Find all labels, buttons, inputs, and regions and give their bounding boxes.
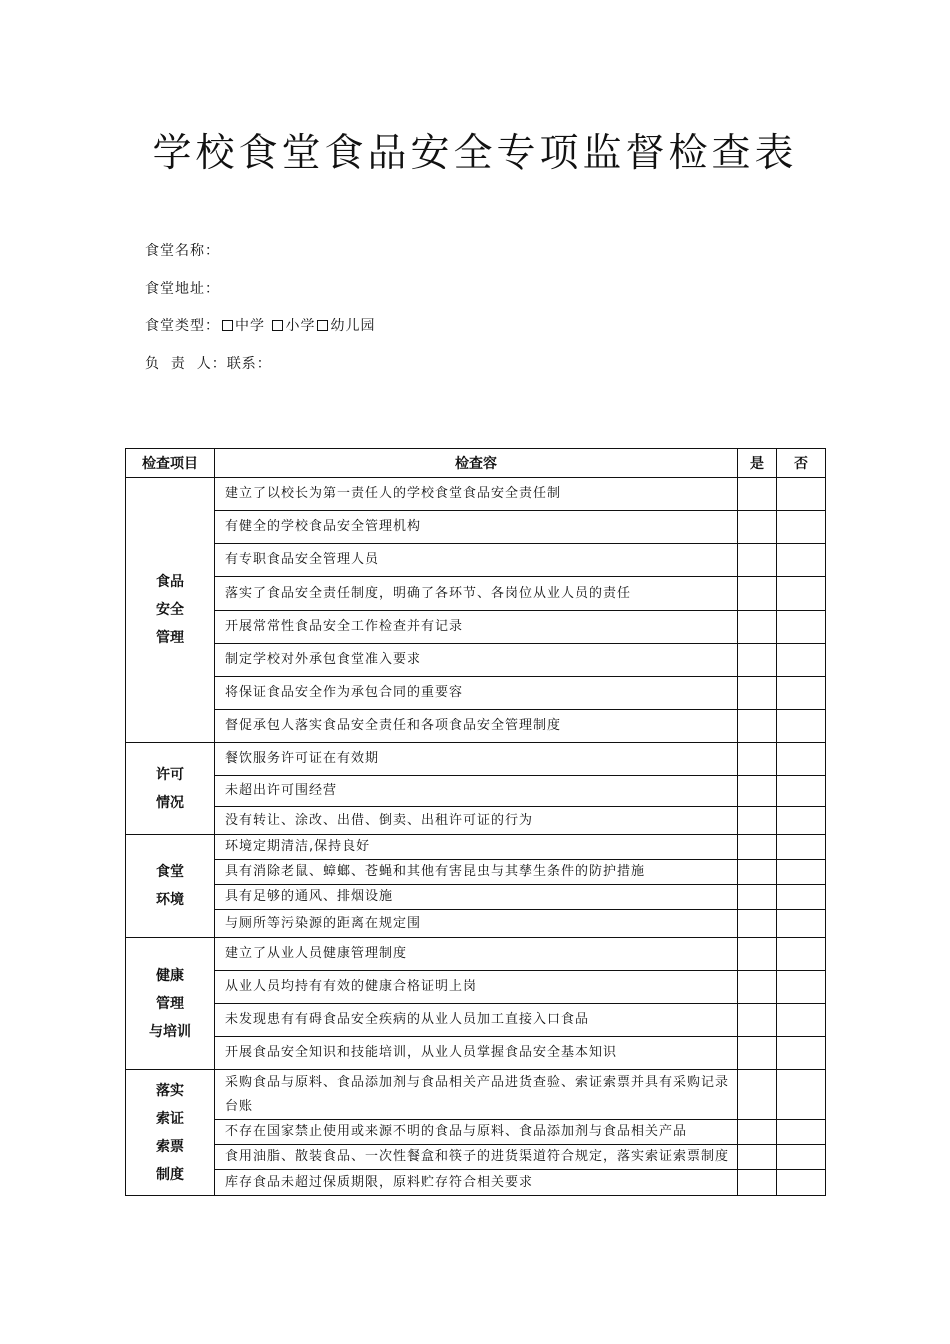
table-row bbox=[126, 807, 826, 835]
category-line: 与培训 bbox=[149, 1023, 191, 1040]
section-category bbox=[126, 1070, 215, 1196]
table-row bbox=[126, 511, 826, 544]
yes-cell[interactable] bbox=[738, 511, 777, 544]
section-category bbox=[126, 835, 215, 938]
check-item: 建立了以校长为第一责任人的学校食堂食品安全责任制 bbox=[215, 478, 738, 511]
no-cell[interactable] bbox=[777, 743, 826, 776]
table-header-row bbox=[126, 449, 826, 478]
canteen-name-label: 食堂名称： bbox=[145, 243, 220, 259]
yes-cell[interactable] bbox=[738, 611, 777, 644]
checkbox-middle-school[interactable] bbox=[222, 320, 233, 331]
table-row bbox=[126, 611, 826, 644]
check-item: 开展常常性食品安全工作检查并有记录 bbox=[215, 611, 738, 644]
yes-cell[interactable] bbox=[738, 743, 777, 776]
check-item: 督促承包人落实食品安全责任和各项食品安全管理制度 bbox=[215, 710, 738, 743]
yes-cell[interactable] bbox=[738, 885, 777, 910]
category-line: 索证 bbox=[156, 1110, 184, 1127]
no-cell[interactable] bbox=[777, 1145, 826, 1170]
option-primary-school: 小学 bbox=[285, 318, 316, 334]
table-row bbox=[126, 860, 826, 885]
canteen-type-row bbox=[145, 315, 375, 335]
table-row bbox=[126, 1004, 826, 1037]
check-item: 有专职食品安全管理人员 bbox=[215, 544, 738, 577]
category-line: 管理 bbox=[156, 630, 184, 646]
table-row bbox=[126, 1170, 826, 1196]
table-row bbox=[126, 677, 826, 710]
category-line: 索票 bbox=[156, 1138, 184, 1155]
check-item: 具有足够的通风、排烟设施 bbox=[215, 885, 738, 910]
yes-cell[interactable] bbox=[738, 835, 777, 860]
category-line: 安全 bbox=[156, 602, 184, 618]
check-item: 建立了从业人员健康管理制度 bbox=[215, 938, 738, 971]
table-row bbox=[126, 743, 826, 776]
section-category bbox=[126, 743, 215, 835]
no-cell[interactable] bbox=[777, 611, 826, 644]
check-item: 将保证食品安全作为承包合同的重要容 bbox=[215, 677, 738, 710]
table-row bbox=[126, 710, 826, 743]
page-title: 学校食堂食品安全专项监督检查表 bbox=[152, 131, 798, 176]
responsible-label: 负 责 人： bbox=[145, 356, 227, 372]
yes-cell[interactable] bbox=[738, 776, 777, 807]
table-row bbox=[126, 938, 826, 971]
table-row bbox=[126, 776, 826, 807]
check-item: 采购食品与原料、食品添加剂与食品相关产品进货查验、索证索票并具有采购记录台账 bbox=[215, 1070, 738, 1120]
check-item: 未超出许可围经营 bbox=[215, 776, 738, 807]
table-row bbox=[126, 1120, 826, 1145]
responsible-row bbox=[145, 353, 272, 373]
checkbox-kindergarten[interactable] bbox=[317, 320, 328, 331]
canteen-address-row bbox=[145, 278, 220, 298]
check-item: 餐饮服务许可证在有效期 bbox=[215, 743, 738, 776]
yes-cell[interactable] bbox=[738, 938, 777, 971]
header-content: 检查容 bbox=[215, 449, 738, 478]
no-cell[interactable] bbox=[777, 677, 826, 710]
option-middle-school: 中学 bbox=[235, 318, 265, 334]
no-cell[interactable] bbox=[777, 807, 826, 835]
table-row bbox=[126, 835, 826, 860]
table-row bbox=[126, 885, 826, 910]
yes-cell[interactable] bbox=[738, 910, 777, 938]
category-line: 落实 bbox=[156, 1082, 184, 1099]
yes-cell[interactable] bbox=[738, 807, 777, 835]
check-item: 库存食品未超过保质期限，原料贮存符合相关要求 bbox=[215, 1170, 738, 1196]
yes-cell[interactable] bbox=[738, 971, 777, 1004]
no-cell[interactable] bbox=[777, 644, 826, 677]
yes-cell[interactable] bbox=[738, 577, 777, 611]
check-item: 制定学校对外承包食堂准入要求 bbox=[215, 644, 738, 677]
canteen-type-label: 食堂类型： bbox=[145, 318, 220, 334]
no-cell[interactable] bbox=[777, 1170, 826, 1196]
yes-cell[interactable] bbox=[738, 710, 777, 743]
no-cell[interactable] bbox=[777, 860, 826, 885]
check-item: 食用油脂、散装食品、一次性餐盒和筷子的进货渠道符合规定，落实索证索票制度 bbox=[215, 1145, 738, 1170]
inspection-table bbox=[125, 448, 826, 1196]
no-cell[interactable] bbox=[777, 478, 826, 511]
category-line: 环境 bbox=[156, 892, 184, 908]
yes-cell[interactable] bbox=[738, 1170, 777, 1196]
table-row bbox=[126, 1145, 826, 1170]
no-cell[interactable] bbox=[777, 885, 826, 910]
category-line: 健康 bbox=[156, 967, 184, 984]
check-item: 从业人员均持有有效的健康合格证明上岗 bbox=[215, 971, 738, 1004]
check-item: 具有消除老鼠、蟑螂、苍蝇和其他有害昆虫与其孳生条件的防护措施 bbox=[215, 860, 738, 885]
yes-cell[interactable] bbox=[738, 1037, 777, 1070]
category-line: 食品 bbox=[156, 574, 184, 590]
category-line: 许可 bbox=[156, 766, 184, 783]
table-row bbox=[126, 910, 826, 938]
category-line: 情况 bbox=[156, 794, 184, 811]
table-row bbox=[126, 1070, 826, 1120]
check-item: 与厕所等污染源的距离在规定围 bbox=[215, 910, 738, 938]
table-row bbox=[126, 544, 826, 577]
table-row bbox=[126, 1037, 826, 1070]
check-item: 有健全的学校食品安全管理机构 bbox=[215, 511, 738, 544]
yes-cell[interactable] bbox=[738, 644, 777, 677]
table-row bbox=[126, 478, 826, 511]
section-category bbox=[126, 478, 215, 743]
canteen-name-row bbox=[145, 240, 220, 260]
yes-cell[interactable] bbox=[738, 860, 777, 885]
yes-cell[interactable] bbox=[738, 1145, 777, 1170]
no-cell[interactable] bbox=[777, 1120, 826, 1145]
check-item: 未发现患有有碍食品安全疾病的从业人员加工直接入口食品 bbox=[215, 1004, 738, 1037]
check-item: 落实了食品安全责任制度，明确了各环节、各岗位从业人员的责任 bbox=[215, 577, 738, 611]
no-cell[interactable] bbox=[777, 710, 826, 743]
yes-cell[interactable] bbox=[738, 1070, 777, 1120]
yes-cell[interactable] bbox=[738, 478, 777, 511]
no-cell[interactable] bbox=[777, 1037, 826, 1070]
contact-label: 联系： bbox=[226, 356, 272, 372]
checkbox-primary-school[interactable] bbox=[272, 320, 283, 331]
yes-cell[interactable] bbox=[738, 544, 777, 577]
canteen-address-label: 食堂地址： bbox=[145, 281, 220, 297]
table-row bbox=[126, 577, 826, 611]
category-line: 管理 bbox=[156, 995, 184, 1012]
table-row bbox=[126, 971, 826, 1004]
check-item: 环境定期清洁,保持良好 bbox=[215, 835, 738, 860]
no-cell[interactable] bbox=[777, 577, 826, 611]
table-row bbox=[126, 644, 826, 677]
no-cell[interactable] bbox=[777, 910, 826, 938]
header-no: 否 bbox=[777, 449, 826, 478]
option-kindergarten: 幼儿园 bbox=[330, 318, 376, 334]
no-cell[interactable] bbox=[777, 511, 826, 544]
no-cell[interactable] bbox=[777, 938, 826, 971]
no-cell[interactable] bbox=[777, 835, 826, 860]
category-line: 制度 bbox=[156, 1166, 184, 1183]
no-cell[interactable] bbox=[777, 544, 826, 577]
no-cell[interactable] bbox=[777, 971, 826, 1004]
header-item: 检查项目 bbox=[126, 449, 215, 478]
check-item: 开展食品安全知识和技能培训，从业人员掌握食品安全基本知识 bbox=[215, 1037, 738, 1070]
section-category bbox=[126, 938, 215, 1070]
no-cell[interactable] bbox=[777, 776, 826, 807]
yes-cell[interactable] bbox=[738, 1004, 777, 1037]
yes-cell[interactable] bbox=[738, 677, 777, 710]
yes-cell[interactable] bbox=[738, 1120, 777, 1145]
category-line: 食堂 bbox=[156, 864, 184, 880]
check-item: 没有转让、涂改、出借、倒卖、出租许可证的行为 bbox=[215, 807, 738, 835]
no-cell[interactable] bbox=[777, 1070, 826, 1120]
header-yes: 是 bbox=[738, 449, 777, 478]
check-item: 不存在国家禁止使用或来源不明的食品与原料、食品添加剂与食品相关产品 bbox=[215, 1120, 738, 1145]
no-cell[interactable] bbox=[777, 1004, 826, 1037]
